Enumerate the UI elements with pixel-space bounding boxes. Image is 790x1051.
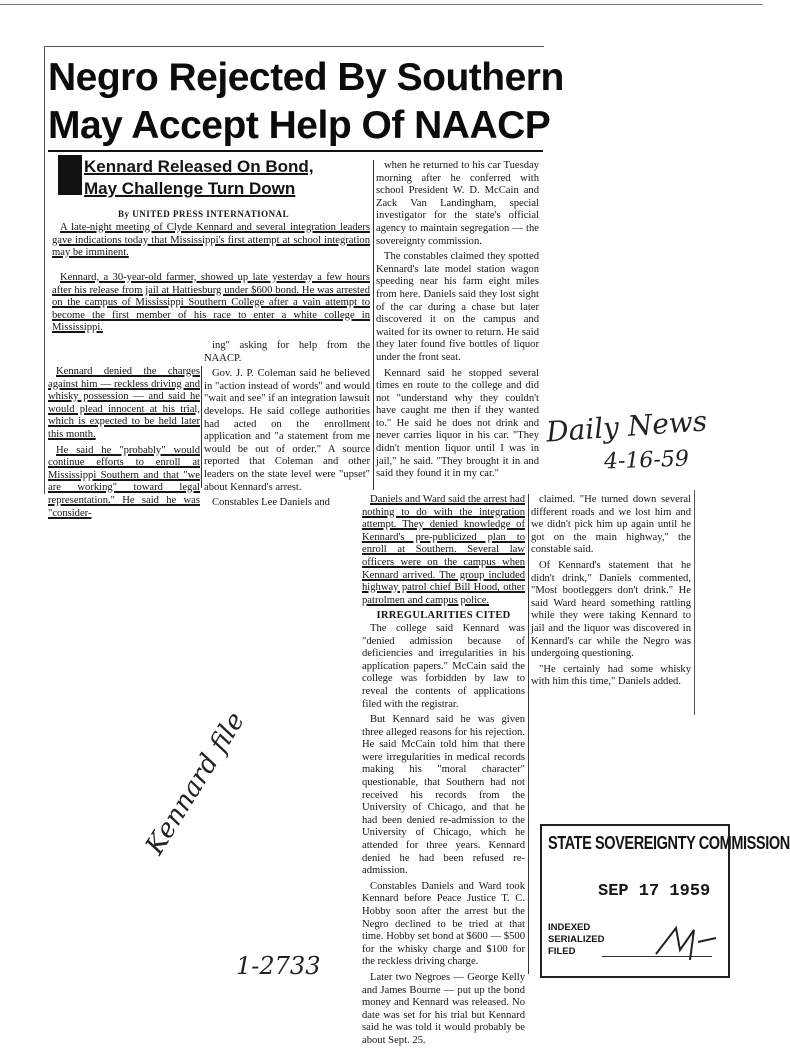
paragraph-11: Daniels and Ward said the arrest had nothing to do with the integration attempt. They denied knowledge of Kennard's pre-publicized plan to enroll at Southern. Several law officers were on the campus when Kennard arrived. The group included highway patrol chief Bill Hood, other patrolmen and campus police. [362, 494, 525, 606]
handwritten-margin-note: Kennard file [140, 707, 252, 860]
paragraph-16: claimed. "He turned down several different roads and we lost him and we didn't pick him up again until he got on the main highway," the constable said. [531, 494, 691, 556]
paragraph-3: Kennard denied the charges against him — reckless driving and whisky possession — and said he would plead innocent at his trial, which is expected to be held later this month. [48, 366, 200, 440]
paragraph-14: Constables Daniels and Ward took Kennard before Peace Justice T. C. Hobby soon after the arrest but the Negro declined to be tried at that time. Hobby set bond at $600 — $500 for the whisky charge and $100 for the reckless driving charge. [362, 880, 525, 968]
paragraph-5: ing" asking for help from the NAACP. [204, 340, 370, 364]
paragraph-7: Constables Lee Daniels and [212, 497, 330, 509]
article-column-1-narrow [48, 366, 200, 523]
paragraph-10: Kennard said he stopped several times en route to the college and did not "understand why they couldn't have caught me then if they wanted to." He said he does not drink and never carries liquor in his car. "They didn't mention liquor until I was in jail," he said. "They brought it in and said they found it in my car." [376, 367, 539, 480]
scan-top-line [0, 4, 763, 5]
stamp-filed: FILED [548, 946, 576, 957]
stamp-title: STATE SOVEREIGNTY COMMISSION [548, 834, 790, 854]
byline: By UNITED PRESS INTERNATIONAL [118, 209, 290, 219]
clipping-edge-left [44, 46, 45, 494]
sovereignty-commission-stamp [540, 824, 790, 978]
paragraph-13: But Kennard said he was given three alleged reasons for his rejection. He said McCain told him that there were irregularities in medical records making his "moral character" questionable, that Southern had not received his records from the University of Chicago, and that he had been denied re-admission to the University of Chicago, which he attended for three years. Kennard denied he had been refused re-admission. [362, 714, 525, 877]
subheadline-line-2: May Challenge Turn Down [84, 179, 296, 198]
paragraph-9: The constables claimed they spotted Kennard's late model station wagon speeding near his farm eight miles from here. Daniels said they lost sight of the car during a chase but later discovered it on the campus and waited for its owner to return. He said they later found five bottles of liquor under the front seat. [376, 251, 539, 363]
section-heading-irregularities: IRREGULARITIES CITED [376, 610, 511, 622]
paragraph-8: when he returned to his car Tuesday morning after he conferred with school President W. D. McCain and Zack Van Landingham, special investigator for the state's official agency to maintain segregation — the sovereignty commission. [376, 160, 539, 247]
headline-line-2: May Accept Help Of NAACP [48, 104, 551, 147]
paragraph-12: The college said Kennard was "denied admission because of deficiencies and irregularities in his application papers." McCain said the college was forbidden by law to reveal the contents of applications filed with the registrar. [362, 622, 525, 710]
paragraph-2: Kennard, a 30-year-old farmer, showed up late yesterday a few hours after his release from jail at Hattiesburg under $600 bond. He was arrested on the campus of Mississippi Southern College after a vain attempt to become the first member of his race to enter a white college in Mississippi. [52, 272, 370, 334]
article-column-1-lower [52, 272, 370, 338]
article-column-2 [204, 340, 370, 513]
paragraph-lead: A late-night meeting of Clyde Kennard and several integration leaders gave indications today that Mississippi's first attempt at school integration may be imminent. [52, 222, 370, 259]
paragraph-4: He said he "probably" would continue efforts to enroll at Mississippi Southern and that "we are working" toward legal representation." He said he was "consider- [48, 444, 200, 519]
paragraph-6: Gov. J. P. Coleman said he believed in "action instead of words" and would "wait and see" if an integration lawsuit develops. He said college authorities had acted on the enrollment application and "a statement from me would be out of order." A source reported that Coleman and other leaders on the state level were "upset" about Kennard's arrest. [204, 368, 370, 493]
stamp-initials-mark [650, 920, 720, 970]
article-column-3 [376, 160, 539, 484]
clipping-edge-top [44, 46, 544, 47]
article-column-4 [531, 494, 691, 692]
column-rule-2 [373, 160, 374, 490]
article-column-3-lower [362, 494, 525, 1051]
subhead-marker-blot [58, 155, 82, 195]
handwritten-date: 4-16-59 [603, 446, 690, 475]
stamp-indexed: INDEXED [548, 922, 591, 933]
column-rule-1 [201, 366, 202, 488]
headline-rule [48, 150, 543, 152]
column-rule-3 [528, 494, 529, 974]
article-column-1 [52, 222, 370, 263]
clipping-edge-right [694, 490, 695, 715]
paragraph-17: Of Kennard's statement that he didn't drink," Daniels commented, "Most bootleggers don't drink." He said Ward heard something rattling while they were taking Kennard to jail and the liquor was discovered in Kennard's car while the Negro was undergoing questioning. [531, 559, 691, 660]
handwritten-document-number: 1-2733 [236, 952, 321, 980]
stamp-serialized: SERIALIZED [548, 934, 605, 945]
handwritten-paper-name: Daily News [545, 404, 709, 449]
headline-line-1: Negro Rejected By Southern [48, 56, 564, 99]
subheadline-line-1: Kennard Released On Bond, [84, 157, 314, 176]
paragraph-15: Later two Negroes — George Kelly and James Bourne — put up the bond money and Kennard was released. No date was set for his trial but Kennard said he was told it would probably be about Sept. 25. [362, 971, 525, 1046]
paragraph-18: "He certainly had some whisky with him this time," Daniels added. [531, 663, 691, 688]
stamp-date: SEP 17 1959 [598, 882, 711, 901]
